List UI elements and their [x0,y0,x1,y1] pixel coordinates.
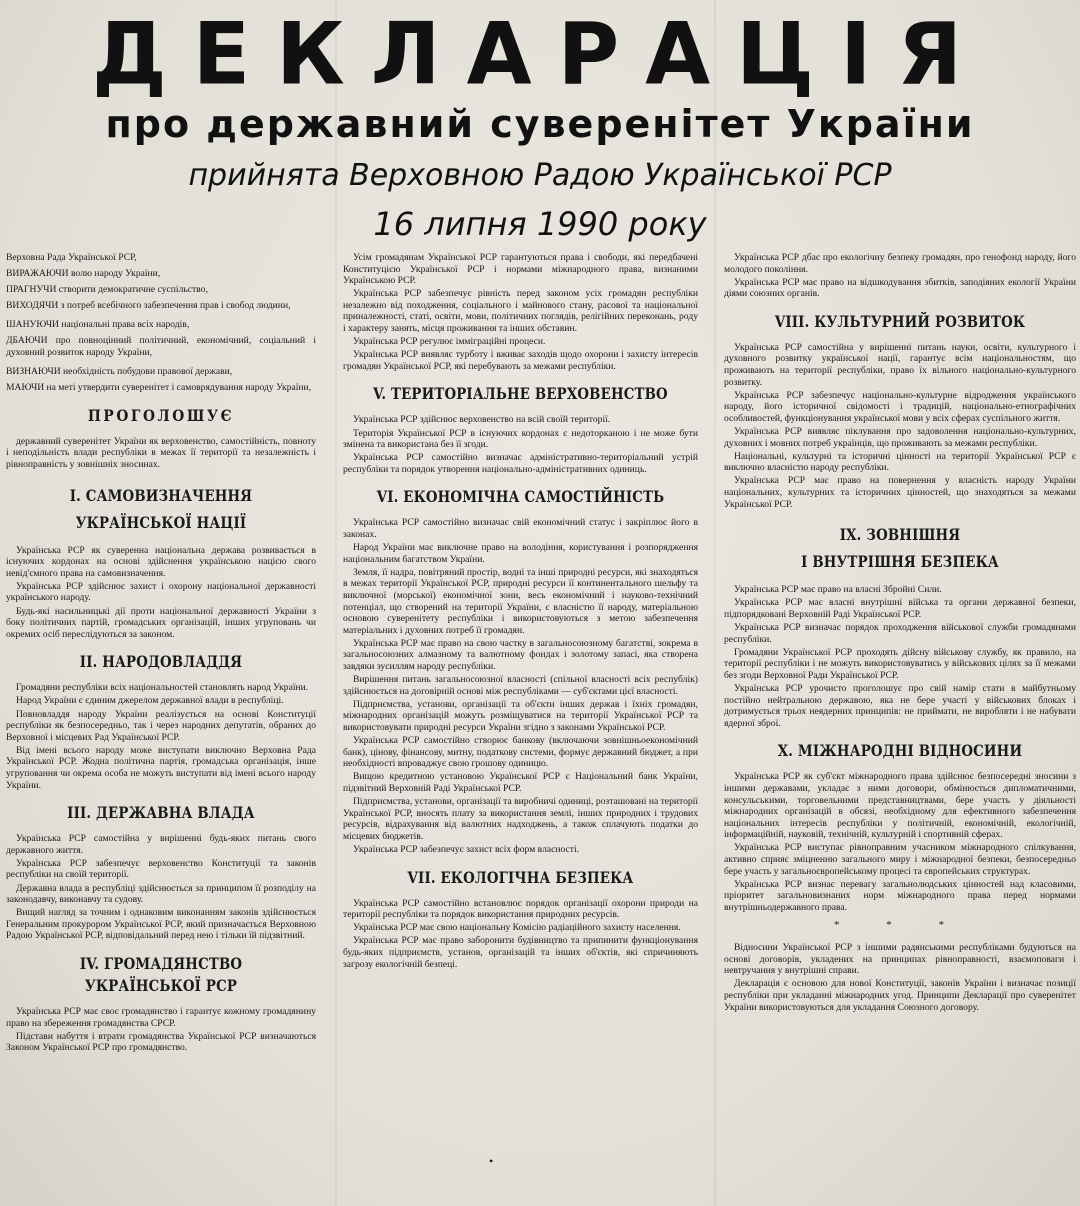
section-paragraph: Українська РСР має право на повернення у власність народу України національних, культурних та історичних цінностей, що знаходяться за межами Української РСР. [724,475,1076,510]
section-paragraph: Українська РСР самостійно визначає адміністративно-територіальний устрій республіки та порядок утворення національно-адміністративних одиниць. [343,452,698,475]
section-paragraph: Українська РСР дбає про екологічну безпеку громадян, про генофонд народу, його молодого покоління. [724,252,1076,275]
section-paragraph: Українська РСР виявляє піклування про задоволення національно-культурних, духовних і мовних потреб українців, що проживають за межами республіки. [724,426,1076,449]
proclaims-text: державний суверенітет України як верховенство, самостійність, повноту і неподільність влади республіки в межах її території та незалежність і рівноправність у зовнішніх зносинах. [6,435,316,471]
section-paragraph: Підприємства, установи, організації та об'єкти інших держав і їхніх громадян, міжнародних організацій можуть розміщуватися на території Української РСР та використовувати природні ресурси України згідно з законами Української РСР. [343,698,698,733]
preamble-line: ШАНУЮЧИ національні права всіх народів, [6,319,190,331]
section-paragraph: Українська РСР забезпечує верховенство Конституції та законів республіки на своїй території. [6,857,316,881]
section-paragraph: Підприємства, установи, організації та виробничі одиниці, розташовані на території Української РСР, вносять плату за використання землі, інших природних і трудових ресурсів, відрахування від валютних надходжень, а також сплачують податки до місцевих бюджетів. [343,796,698,842]
section-heading [749,521,1052,575]
section-paragraph: Українська РСР виявляє турботу і вживає заходів щодо охорони і захисту інтересів громадян Української РСР, які перебувають за межами республіки. [343,349,698,372]
section-paragraph: Українська РСР має право на відшкодування збитків, заподіяних екології України діями союзних органів. [724,276,1076,300]
adoption-date: 16 липня 1990 року [373,205,707,243]
section-paragraph: Українська РСР як суб'єкт міжнародного права здійснює безпосередні зносини з іншими державами, укладає з ними договори, обмінюється дипломатичними, консульськими, торговельними представництвами, бере участь у діяльності міжнародних організацій в обсязі, необхідному для ефективного забезпечення національних інтересів республіки у політичній, економічній, екологічній, інформаційній, науковій, технічній, культурній і спортивній сферах. [724,771,1076,841]
section-paragraph: Державна влада в республіці здійснюється за принципом її розподілу на законодавчу, виконавчу та судову. [6,882,316,906]
section-paragraph: Українська РСР має право на власні Збройні Сили. [734,584,942,596]
section-heading [28,482,295,536]
section-paragraph: Громадяни Української РСР проходять дійсну військову службу, як правило, на території республіки і не можуть використовуватись у військових цілях за її межами без згоди Верховної Ради Української РСР. [724,646,1076,681]
section-paragraph: Вищий нагляд за точним і однаковим виконанням законів здійснюється Генеральним прокурором Української РСР, який призначається Верховною Радою Української РСР, відповідальний перед нею і тільки їй підзвітний. [6,907,316,942]
section-paragraph: Повновладдя народу України реалізується на основі Конституції республіки як безпосередньо, так і через народних депутатів, обраних до Верховної і місцевих Рад Української РСР. [6,708,316,743]
section-paragraph: Українська РСР має власні внутрішні війська та органи державної безпеки, підпорядковані Верховній Раді Української РСР. [724,597,1076,620]
section-paragraph: Від імені всього народу може виступати виключно Верховна Рада Української РСР. Жодна політична партія, громадська організація, інше угруповання чи окрема особа не можуть виступати від імені всього народу України. [6,744,316,791]
section-heading: II. НАРОДОВЛАДДЯ [79,652,243,672]
section-paragraph: Українська РСР має право на свою частку в загальносоюзному багатстві, зокрема в загальносоюзних алмазному та валютному фондах і золотому запасі, яка створена завдяки зусиллям народу республіки. [343,637,698,673]
section-paragraph: Українська РСР урочисто проголошує про свій намір стати в майбутньому постійно нейтральною державою, яка не бере участі у військових блоках і дотримується трьох неядерних принципів: не приймати, не виробляти і не набувати ядерної зброї. [724,682,1076,729]
section-heading: III. ДЕРЖАВНА ВЛАДА [67,803,255,823]
preamble-line: Верховна Рада Української РСР, [6,252,137,263]
section-paragraph: Українська РСР має своє громадянство і гарантує кожному громадянину право на збереження громадянства СРСР. [6,1006,316,1029]
section-paragraph: Усім громадянам Української РСР гарантуються права і свободи, які передбачені Конституцією Української РСР і нормами міжнародного права, визнаними Українською РСР. [343,252,698,287]
section-paragraph: Українська РСР виступає рівноправним учасником міжнародного спілкування, активно сприяє зміцненню загального миру і міжнародної безпеки, безпосередньо бере участь у загальноєвропейському процесі та європейських структурах. [724,842,1076,877]
section-paragraph: Українська РСР визначає порядок проходження військової служби громадянами республіки. [724,621,1076,645]
section-paragraph: Громадяни республіки всіх національностей становлять народ України. [16,682,309,694]
closing-paragraph: Декларація є основою для нової Конституції, законів України і визначає позиції республіки при укладанні міжнародних угод. Принципи Декларації про суверенітет України використовуються для укладання Союзного договору. [724,978,1076,1013]
section-paragraph: Українська РСР забезпечує захист всіх форм власності. [353,843,580,855]
section-paragraph: Українська РСР самостійна у вирішенні питань науки, освіти, культурного і духовного розвитку української нації, гарантує всім національностям, що проживають на території республіки, право їх вільного національно-культурного розвитку. [724,341,1076,388]
preamble-line: ДБАЮЧИ про повноцінний політичний, економічний, соціальний і духовний розвиток народу України, [6,335,316,358]
section-heading: VI. ЕКОНОМІЧНА САМОСТІЙНІСТЬ [376,487,665,507]
section-heading: VII. ЕКОЛОГІЧНА БЕЗПЕКА [407,867,634,887]
section-paragraph: Українська РСР має право заборонити будівництво та припинити функціонування будь-яких підприємств, установ, організацій та інших об'єктів, які спричиняють загрозу екологічній безпеці. [343,935,698,970]
section-paragraph: Українська РСР самостійно встановлює порядок організації охорони природи на території республіки та порядок використання природних ресурсів. [343,897,698,921]
preamble-line: ВИРАЖАЮЧИ волю народу України, [6,267,161,279]
section-paragraph: Народ України є єдиним джерелом державної влади в республіці. [16,695,284,707]
section-heading: IV. ГРОМАДЯНСТВО УКРАЇНСЬКОЇ РСР [79,954,243,996]
section-paragraph: Українська РСР визнає перевагу загальнолюдських цінностей над класовими, пріоритет загальновизнаних норм міжнародного права перед нормами внутрішньодержавного права. [724,878,1076,913]
declaration-subtitle: про державний суверенітет України [105,102,975,146]
section-paragraph: Будь-які насильницькі дії проти національної державності України з боку політичних партій, громадських організацій, інших угруповань чи окремих осіб переслідуються за законом. [6,605,316,640]
section-paragraph: Земля, її надра, повітряний простір, водні та інші природні ресурси, які знаходяться в межах території Української РСР, природні ресурси її континентального шельфу та виключної (морської) економічної зони, весь економічний і науково-технічний потенціал, що створений на території України, є власністю її народу, матеріальною основою суверенітету республіки і використовуються з метою забезпечення матеріальних і духовних потреб її громадян. [343,566,698,636]
section-heading-line: УКРАЇНСЬКОЇ НАЦІЇ [75,512,247,532]
section-paragraph: Територія Української РСР в існуючих кордонах є недоторканою і не може бути змінена та використана без її згоди. [343,427,698,451]
declaration-title: ДЕКЛАРАЦІЯ [91,4,989,104]
section-heading-line: IX. ЗОВНІШНЯ [839,525,961,545]
section-separator: * * * [834,919,966,932]
section-heading: V. ТЕРИТОРІАЛЬНЕ ВЕРХОВЕНСТВО [373,384,668,404]
text-column-3 [724,252,1076,1166]
section-paragraph: Українська РСР самостійно створює банкову (включаючи зовнішньоекономічний банк), цінову, фінансову, митну, податкову системи, формує державний бюджет, а при необхідності впроваджує свою грошову одиницю. [343,735,698,770]
section-paragraph: Українська РСР здійснює верховенство на всій своїй території. [353,414,611,426]
section-paragraph: Підстави набуття і втрати громадянства Української РСР визначаються Законом Української РСР про громадянство. [6,1030,316,1054]
preamble-line: ВИЗНАЮЧИ необхідність побудови правової держави, [6,366,233,378]
section-paragraph: Національні, культурні та історичні цінності на території Української РСР є виключно власністю народу республіки. [724,450,1076,474]
preamble-line: ВИХОДЯЧИ з потреб всебічного забезпечення прав і свобод людини, [6,299,291,311]
section-paragraph: Вирішення питань загальносоюзної власності (спільної власності всіх республік) здійснюється на договірній основі між республіками — суб'єктами цієї власності. [343,674,698,697]
closing-paragraph: Відносини Української РСР з іншими радянськими республіками будуються на основі договорів, укладених на принципах рівноправності, взаємоповаги і невтручання у внутрішні справи. [724,942,1076,977]
section-paragraph: Українська РСР як суверенна національна держава розвивається в існуючих кордонах на основі здійснення українською нацією свого невід'ємного права на самовизначення. [6,544,316,579]
section-paragraph: Українська РСР має свою національну Комісію радіаційного захисту населення. [353,922,681,934]
preamble-line: ПРАГНУЧИ створити демократичне суспільство, [6,283,208,295]
proclaims-heading: ПРОГОЛОШУЄ [87,405,235,425]
section-paragraph: Українська РСР забезпечує рівність перед законом усіх громадян республіки незалежно від походження, соціального і майнового стану, расової та національної приналежності, статі, освіти, мови, політичних поглядів, релігійних переконань, роду і характеру занять, місця проживання та інших обставин. [343,288,698,335]
section-paragraph: Українська РСР самостійна у вирішенні будь-яких питань свого державного життя. [6,833,316,856]
section-heading-line: I. САМОВИЗНАЧЕННЯ [69,485,253,505]
bottom-dot-mark: • [489,1154,494,1168]
adopted-by-line: прийнята Верховною Радою Української РСР [188,158,892,193]
section-paragraph: Вищою кредитною установою Української РСР є Національний банк України, підзвітний Верховній Раді Української РСР. [343,771,698,794]
section-heading-line: І ВНУТРІШНЯ БЕЗПЕКА [801,552,999,572]
section-heading: X. МІЖНАРОДНІ ВІДНОСИНИ [777,741,1023,761]
masthead [0,0,1080,250]
section-paragraph: Українська РСР самостійно визначає свій економічний статус і закріплює його в законах. [343,517,698,540]
preamble-line: МАЮЧИ на меті утвердити суверенітет і самоврядування народу України, [6,382,312,394]
section-paragraph: Українська РСР забезпечує національно-культурне відродження українського народу, його історичної свідомості і традицій, національно-етнографічних особливостей, функціонування української мови у всіх сферах суспільного життя. [724,389,1076,424]
section-paragraph: Українська РСР регулює імміграційні процеси. [353,336,546,348]
section-heading: VIII. КУЛЬТУРНИЙ РОЗВИТОК [774,311,1026,331]
text-column-2 [343,252,698,1166]
text-column-1 [6,252,316,1166]
preamble [6,252,316,394]
section-paragraph: Українська РСР здійснює захист і охорону національної державності українського народу. [6,580,316,604]
section-paragraph: Народ України має виключне право на володіння, користування і розпорядження національним багатством України. [343,542,698,565]
